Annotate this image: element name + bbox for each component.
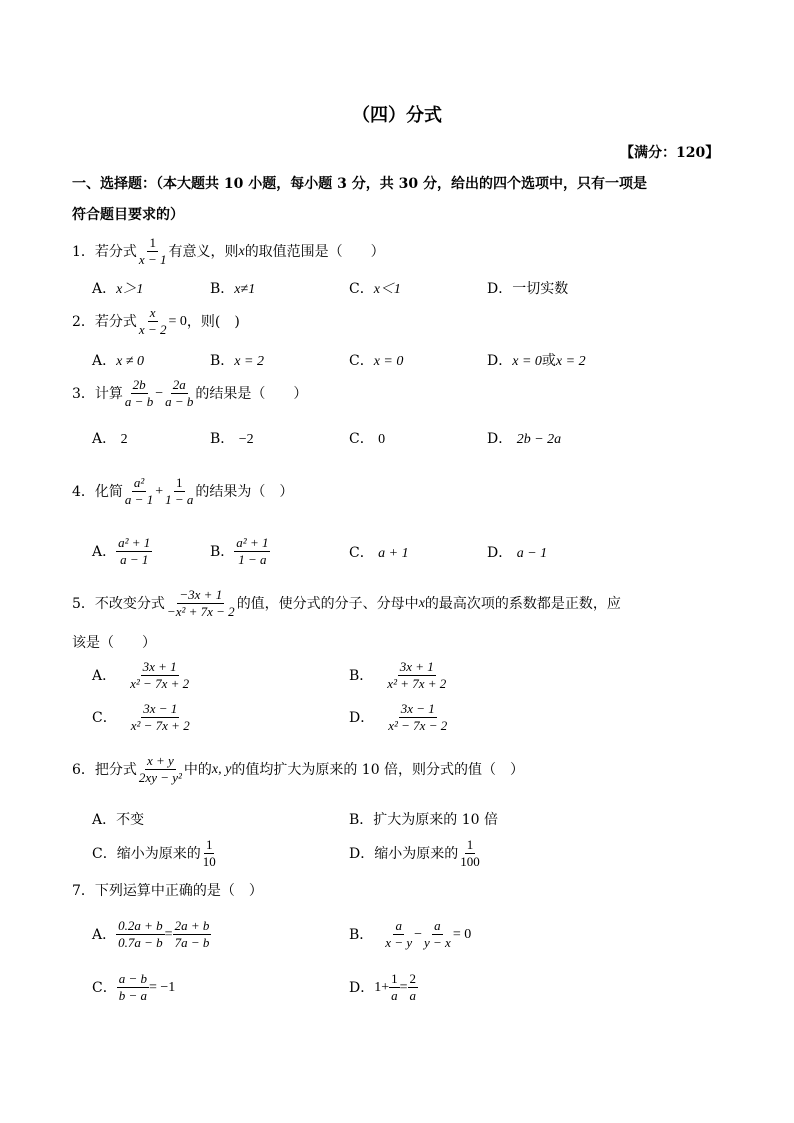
q2-d-label: D． <box>487 353 513 369</box>
q7-d-t2: 2 <box>408 972 419 988</box>
q1-a-value: x＞1 <box>116 282 144 297</box>
q7-c-t1: a − b <box>117 972 149 988</box>
q3-b-value: −2 <box>238 432 254 447</box>
q1-option-a[interactable] <box>92 282 143 297</box>
q7-c-fraction <box>117 972 149 1004</box>
question-1 <box>72 236 385 268</box>
q7-a-b2: 7a − b <box>174 935 210 951</box>
question-5 <box>72 588 621 620</box>
q4-a-label: A． <box>92 543 117 560</box>
q3-minus: − <box>155 385 164 401</box>
q6-number: 6． <box>72 761 95 778</box>
q7-c-label: C． <box>92 979 117 996</box>
q4-b-top: a² + 1 <box>234 536 270 552</box>
q6-a-label: A． <box>92 812 117 828</box>
q7-a-t2: 2a + b <box>173 919 212 935</box>
q2-number: 2． <box>72 313 95 330</box>
q5-option-c[interactable] <box>92 702 192 734</box>
q1-d-label: D． <box>487 281 513 297</box>
q1-d-value: 一切实数 <box>512 281 569 297</box>
q4-plus: + <box>155 483 164 499</box>
q3-option-c[interactable] <box>349 432 385 447</box>
q7-a-fraction-2 <box>173 919 212 951</box>
question-6 <box>72 754 524 786</box>
q5-a-top: 3x + 1 <box>141 660 179 676</box>
q6-d-fraction <box>458 838 482 870</box>
q2-post: ，则( ) <box>186 313 240 330</box>
q3-f2-top: 2a <box>171 378 188 394</box>
q5-a-label: A． <box>92 667 117 684</box>
q7-a-eq: = <box>164 926 173 942</box>
q6-a-value: 不变 <box>116 812 145 828</box>
q2-a-value: x ≠ 0 <box>116 354 145 369</box>
q6-option-a[interactable] <box>92 813 144 827</box>
q3-pre: 计算 <box>94 385 123 402</box>
section-heading-line1: 一、选择题：（本大题共 10 小题，每小题 3 分，共 30 分，给出的四个选项中，只有一项是 <box>72 176 647 192</box>
q6-d-value: 缩小为原来的 <box>374 845 459 862</box>
q5-d-label: D． <box>349 709 375 726</box>
q3-a-value: 2 <box>120 432 128 447</box>
q5-var: x <box>418 595 425 611</box>
q7-pre: 下列运算中正确的是（ ） <box>94 883 263 899</box>
q7-option-a[interactable] <box>92 919 211 951</box>
q2-fraction <box>137 306 169 338</box>
q1-post-b: 的取值范围是（ ） <box>244 243 385 260</box>
q7-d-b2: a <box>409 988 417 1004</box>
q4-b-label: B． <box>210 543 235 560</box>
q3-post: 的结果是（ ） <box>195 385 308 402</box>
q6-b-label: B． <box>349 812 374 828</box>
q4-a-bot: a − 1 <box>120 552 149 568</box>
q2-option-d[interactable] <box>487 354 586 369</box>
q7-d-label: D． <box>349 979 375 996</box>
q4-a-top: a² + 1 <box>116 536 152 552</box>
q5-c-fraction <box>129 702 192 734</box>
q4-d-label: D． <box>487 545 513 561</box>
q3-number: 3． <box>72 385 95 402</box>
q5-b-label: B． <box>349 667 374 684</box>
q4-option-d[interactable] <box>487 546 547 561</box>
q7-d-b1: a <box>391 988 398 1004</box>
q1-option-c[interactable] <box>349 282 401 297</box>
q7-d-one: 1+ <box>374 979 390 995</box>
q7-b-eq: = 0 <box>452 926 472 942</box>
q1-post-a: 有意义，则 <box>168 243 239 260</box>
q6-d-label: D． <box>349 845 375 862</box>
q4-option-a[interactable] <box>92 536 152 568</box>
q5-fraction <box>165 588 237 620</box>
q2-c-value: x = 0 <box>373 354 404 369</box>
q2-b-value: x = 2 <box>234 354 264 369</box>
q4-d-value: a − 1 <box>516 546 548 561</box>
q6-c-value: 缩小为原来的 <box>116 845 201 862</box>
question-3 <box>72 378 307 410</box>
q6-c-bot: 10 <box>202 854 216 870</box>
q6-option-d[interactable] <box>349 838 482 870</box>
q3-option-a[interactable] <box>92 432 128 447</box>
q5-frac-bot: −x² + 7x − 2 <box>166 604 235 620</box>
q6-option-b[interactable] <box>349 813 498 827</box>
q3-option-d[interactable] <box>487 432 561 447</box>
q7-option-d[interactable] <box>349 972 418 1004</box>
q6-b-value: 扩大为原来的 10 倍 <box>373 812 499 828</box>
q4-option-c[interactable] <box>349 546 409 561</box>
q5-b-fraction <box>385 660 448 692</box>
q6-fraction <box>137 754 184 786</box>
section-heading-line2: 符合题目要求的） <box>72 207 184 223</box>
q1-option-b[interactable] <box>210 282 255 297</box>
q2-frac-bot: x − 2 <box>138 322 167 338</box>
q6-pre: 把分式 <box>94 761 137 778</box>
q7-b-fraction-2 <box>422 919 453 951</box>
question-4 <box>72 476 293 508</box>
q5-post-b: 的最高次项的系数都是正数，应 <box>424 595 621 612</box>
q7-b-b1: x − y <box>385 935 413 951</box>
q2-option-c[interactable] <box>349 354 403 369</box>
q5-d-bot: x² − 7x − 2 <box>388 718 448 734</box>
q3-c-value: 0 <box>378 432 386 447</box>
q1-pre: 若分式 <box>94 243 137 260</box>
q7-d-t1: 1 <box>389 972 400 988</box>
q4-b-bot: 1 − a <box>238 552 267 568</box>
q1-c-label: C． <box>349 281 374 297</box>
q4-f2-top: 1 <box>174 476 185 492</box>
q6-c-fraction <box>201 838 218 870</box>
q7-a-fraction-1 <box>116 919 165 951</box>
q2-pre: 若分式 <box>94 313 137 330</box>
q6-frac-top: x + y <box>145 754 176 770</box>
q4-fraction-1 <box>123 476 155 508</box>
q4-a-fraction <box>116 536 152 568</box>
q7-a-b1: 0.7a − b <box>118 935 163 951</box>
q4-c-label: C． <box>349 545 374 561</box>
q5-c-label: C． <box>92 709 117 726</box>
q2-d-value-2: x = 2 <box>555 354 586 369</box>
q4-option-b[interactable] <box>210 536 270 568</box>
q7-c-b1: b − a <box>118 988 147 1004</box>
q7-d-eq: = <box>399 979 408 995</box>
q3-d-label: D． <box>487 431 513 447</box>
q3-fraction-1 <box>123 378 155 410</box>
q6-post-a: 中的 <box>183 761 212 778</box>
q7-option-b[interactable] <box>349 919 471 951</box>
q4-post: 的结果为（ ） <box>195 483 294 500</box>
q5-b-top: 3x + 1 <box>398 660 436 676</box>
q4-pre: 化简 <box>94 483 123 500</box>
q2-frac-top: x <box>148 306 158 322</box>
q7-d-fraction-1 <box>389 972 400 1004</box>
q6-vars: x, y <box>211 761 232 777</box>
q6-d-top: 1 <box>465 838 476 854</box>
q1-b-label: B． <box>210 281 235 297</box>
q4-c-value: a + 1 <box>378 546 409 561</box>
q5-c-bot: x² − 7x + 2 <box>130 718 190 734</box>
q1-b-value: x≠1 <box>234 282 256 297</box>
q4-f1-bot: a − 1 <box>124 492 154 508</box>
q7-number: 7． <box>72 883 95 899</box>
q4-f2-bot: 1 − a <box>165 492 194 508</box>
q3-f2-bot: a − b <box>165 394 194 410</box>
q3-a-label: A． <box>92 431 117 447</box>
q1-frac-bot: x − 1 <box>138 252 167 268</box>
q5-c-top: 3x − 1 <box>141 702 179 718</box>
q7-b-fraction-1 <box>383 919 414 951</box>
q5-number: 5． <box>72 595 95 612</box>
q1-fraction <box>137 236 169 268</box>
q7-a-t1: 0.2a + b <box>116 919 165 935</box>
q1-option-d[interactable] <box>487 282 568 296</box>
q7-b-t1: a <box>393 919 404 935</box>
q4-number: 4． <box>72 483 95 500</box>
q7-c-eq: = −1 <box>149 979 176 995</box>
q3-b-label: B． <box>210 431 235 447</box>
q6-d-bot: 100 <box>460 854 480 870</box>
q3-c-label: C． <box>349 431 374 447</box>
q7-option-c[interactable] <box>92 972 175 1004</box>
q1-c-value: x＜1 <box>373 282 401 297</box>
q1-frac-top: 1 <box>147 236 158 252</box>
q3-option-b[interactable] <box>210 432 254 447</box>
q2-option-b[interactable] <box>210 354 264 369</box>
q5-pre: 不改变分式 <box>94 595 165 612</box>
q6-option-c[interactable] <box>92 838 218 870</box>
q5-option-d[interactable] <box>349 702 449 734</box>
q5-a-fraction <box>128 660 191 692</box>
q5-d-top: 3x − 1 <box>399 702 437 718</box>
question-7 <box>72 884 263 898</box>
q2-d-value-1: x = 0 <box>512 354 542 369</box>
q3-fraction-2 <box>163 378 195 410</box>
q7-a-label: A． <box>92 926 117 943</box>
q5-frac-top: −3x + 1 <box>177 588 224 604</box>
q1-var: x <box>238 243 245 259</box>
q7-b-t2: a <box>432 919 443 935</box>
page-title: （四）分式 <box>352 105 442 126</box>
q6-frac-bot: 2xy − y² <box>138 770 182 786</box>
q3-f1-bot: a − b <box>124 394 154 410</box>
q2-d-or: 或 <box>541 353 556 369</box>
q2-b-label: B． <box>210 353 235 369</box>
q5-a-bot: x² − 7x + 2 <box>130 676 190 692</box>
q3-f1-top: 2b <box>131 378 148 394</box>
q5-option-a[interactable] <box>92 660 191 692</box>
q5-d-fraction <box>386 702 449 734</box>
q7-b-minus: − <box>414 926 423 942</box>
q7-d-fraction-2 <box>408 972 419 1004</box>
q4-f1-top: a² <box>132 476 146 492</box>
q2-eq: = 0 <box>168 313 187 329</box>
q1-number: 1． <box>72 243 95 260</box>
q4-b-fraction <box>234 536 270 568</box>
q5-line2: 该是（ ） <box>72 635 156 651</box>
q5-post-a: 的值，使分式的分子、分母中 <box>236 595 419 612</box>
q6-c-label: C． <box>92 845 117 862</box>
question-2 <box>72 306 240 338</box>
q6-post-b: 的值均扩大为原来的 10 倍，则分式的值（ ） <box>231 761 525 778</box>
score-label: 【满分：120】 <box>620 145 720 161</box>
q5-b-bot: x² + 7x + 2 <box>387 676 447 692</box>
q2-option-a[interactable] <box>92 354 144 369</box>
q7-b-label: B． <box>349 926 374 943</box>
q6-c-top: 1 <box>204 838 215 854</box>
q7-b-b2: y − x <box>424 935 451 951</box>
q4-fraction-2 <box>163 476 195 508</box>
q3-d-value: 2b − 2a <box>516 432 562 447</box>
q2-a-label: A． <box>92 353 117 369</box>
q5-option-b[interactable] <box>349 660 448 692</box>
q1-a-label: A． <box>92 281 117 297</box>
q2-c-label: C． <box>349 353 374 369</box>
